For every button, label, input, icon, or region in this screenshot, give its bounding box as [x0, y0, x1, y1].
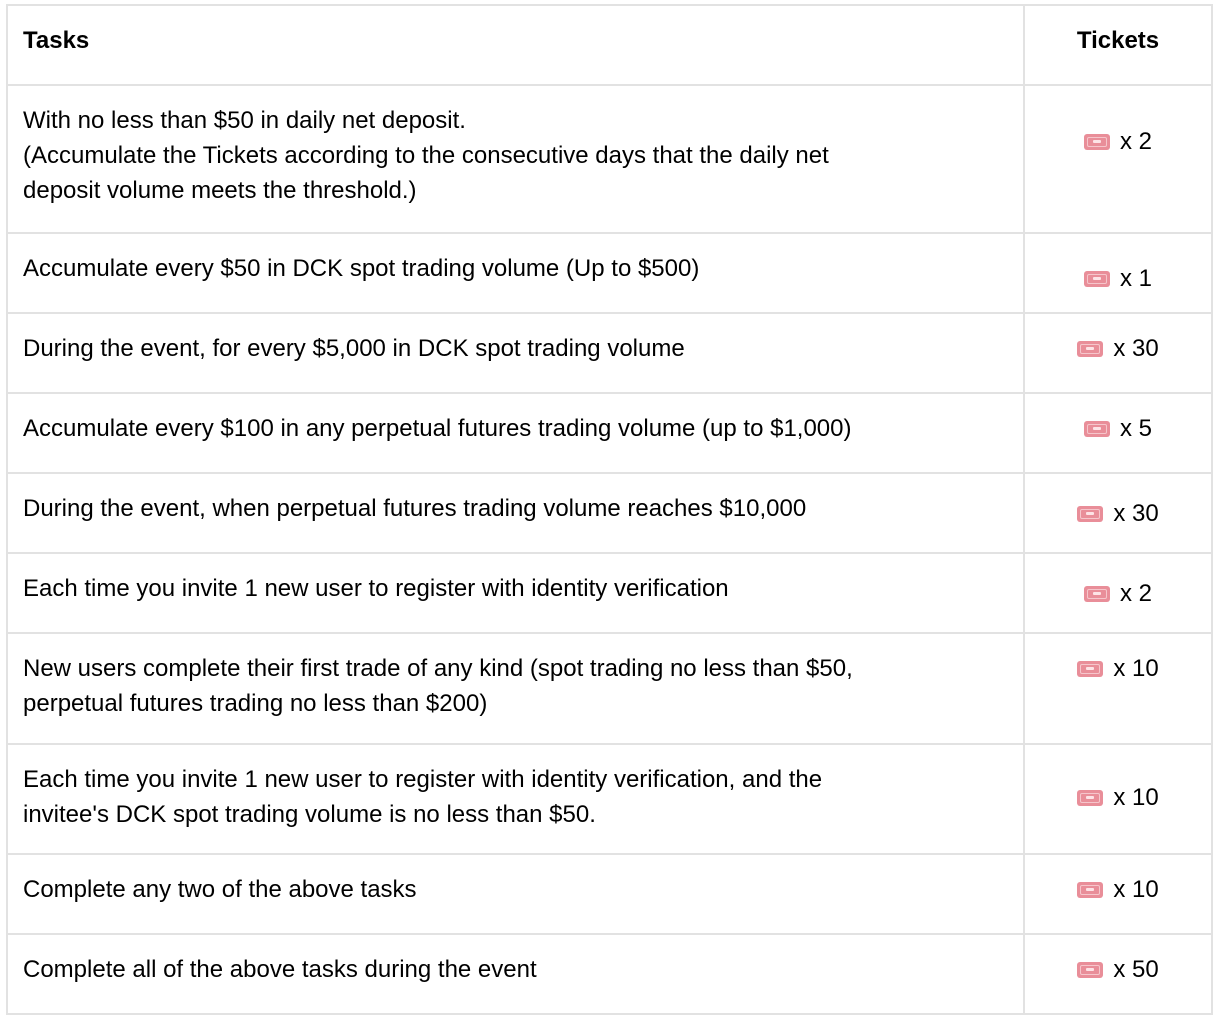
ticket-icon	[1084, 271, 1110, 287]
ticket-reward	[1084, 411, 1152, 446]
tickets-cell	[1024, 633, 1212, 744]
ticket-icon	[1084, 421, 1110, 437]
header-tasks: Tasks	[7, 5, 1024, 85]
ticket-reward	[1077, 651, 1158, 686]
ticket-count: x 10	[1113, 784, 1159, 811]
task-text-line: With no less than $50 in daily net deposit.	[23, 107, 466, 134]
task-cell	[7, 313, 1024, 393]
ticket-count: x 2	[1119, 580, 1152, 607]
task-cell	[7, 85, 1024, 233]
task-text-line: New users complete their first trade of any kind (spot trading no less than $50,	[23, 655, 853, 682]
task-text-line: perpetual futures trading no less than $200)	[23, 690, 488, 717]
ticket-reward	[1084, 576, 1152, 611]
table-row	[7, 553, 1212, 633]
tasks-table	[6, 4, 1213, 1015]
tickets-cell	[1024, 313, 1212, 393]
ticket-reward	[1077, 780, 1158, 815]
task-cell	[7, 473, 1024, 553]
ticket-icon	[1077, 341, 1103, 357]
ticket-count: x 30	[1113, 335, 1159, 362]
task-cell	[7, 393, 1024, 473]
task-text-line: invitee's DCK spot trading volume is no less than $50.	[23, 801, 596, 828]
table-row	[7, 393, 1212, 473]
table-row	[7, 633, 1212, 744]
task-cell	[7, 854, 1024, 934]
ticket-icon	[1077, 962, 1103, 978]
task-text-line: Accumulate every $100 in any perpetual futures trading volume (up to $1,000)	[23, 415, 852, 442]
task-cell	[7, 934, 1024, 1014]
header-row	[7, 5, 1212, 85]
task-text-line: During the event, when perpetual futures trading volume reaches $10,000	[23, 495, 807, 522]
tickets-cell	[1024, 473, 1212, 553]
ticket-icon	[1084, 586, 1110, 602]
ticket-icon	[1077, 506, 1103, 522]
header-tickets: Tickets	[1024, 5, 1212, 85]
table-row	[7, 85, 1212, 233]
ticket-reward	[1077, 872, 1158, 907]
tickets-cell	[1024, 744, 1212, 854]
ticket-count: x 10	[1113, 655, 1159, 682]
ticket-reward	[1077, 331, 1158, 366]
task-text-line: Each time you invite 1 new user to register with identity verification, and the	[23, 766, 823, 793]
table-row	[7, 233, 1212, 313]
ticket-icon	[1084, 134, 1110, 150]
task-text-line: Each time you invite 1 new user to register with identity verification	[23, 575, 729, 602]
task-cell	[7, 233, 1024, 313]
task-text-line: Complete any two of the above tasks	[23, 876, 417, 903]
ticket-reward	[1084, 261, 1152, 296]
tickets-cell	[1024, 553, 1212, 633]
ticket-reward	[1077, 496, 1158, 531]
ticket-count: x 1	[1119, 265, 1152, 292]
task-text-line: Complete all of the above tasks during the event	[23, 956, 537, 983]
task-cell	[7, 553, 1024, 633]
task-cell	[7, 744, 1024, 854]
task-text-line: deposit volume meets the threshold.)	[23, 177, 417, 204]
table-row	[7, 473, 1212, 553]
tickets-cell	[1024, 233, 1212, 313]
ticket-icon	[1077, 882, 1103, 898]
table-row	[7, 934, 1212, 1014]
tickets-cell	[1024, 854, 1212, 934]
ticket-reward	[1077, 952, 1158, 987]
table-row	[7, 313, 1212, 393]
table-row	[7, 744, 1212, 854]
table-row	[7, 854, 1212, 934]
task-text-line: (Accumulate the Tickets according to the consecutive days that the daily net	[23, 142, 829, 169]
tickets-cell	[1024, 934, 1212, 1014]
ticket-count: x 10	[1113, 876, 1159, 903]
ticket-reward	[1084, 124, 1152, 159]
task-cell	[7, 633, 1024, 744]
ticket-count: x 2	[1119, 128, 1152, 155]
tickets-cell	[1024, 393, 1212, 473]
task-text-line: During the event, for every $5,000 in DCK spot trading volume	[23, 335, 685, 362]
ticket-count: x 30	[1113, 500, 1159, 527]
tickets-cell	[1024, 85, 1212, 233]
ticket-count: x 50	[1113, 956, 1159, 983]
ticket-count: x 5	[1119, 415, 1152, 442]
ticket-icon	[1077, 661, 1103, 677]
ticket-icon	[1077, 790, 1103, 806]
task-text-line: Accumulate every $50 in DCK spot trading volume (Up to $500)	[23, 255, 700, 282]
